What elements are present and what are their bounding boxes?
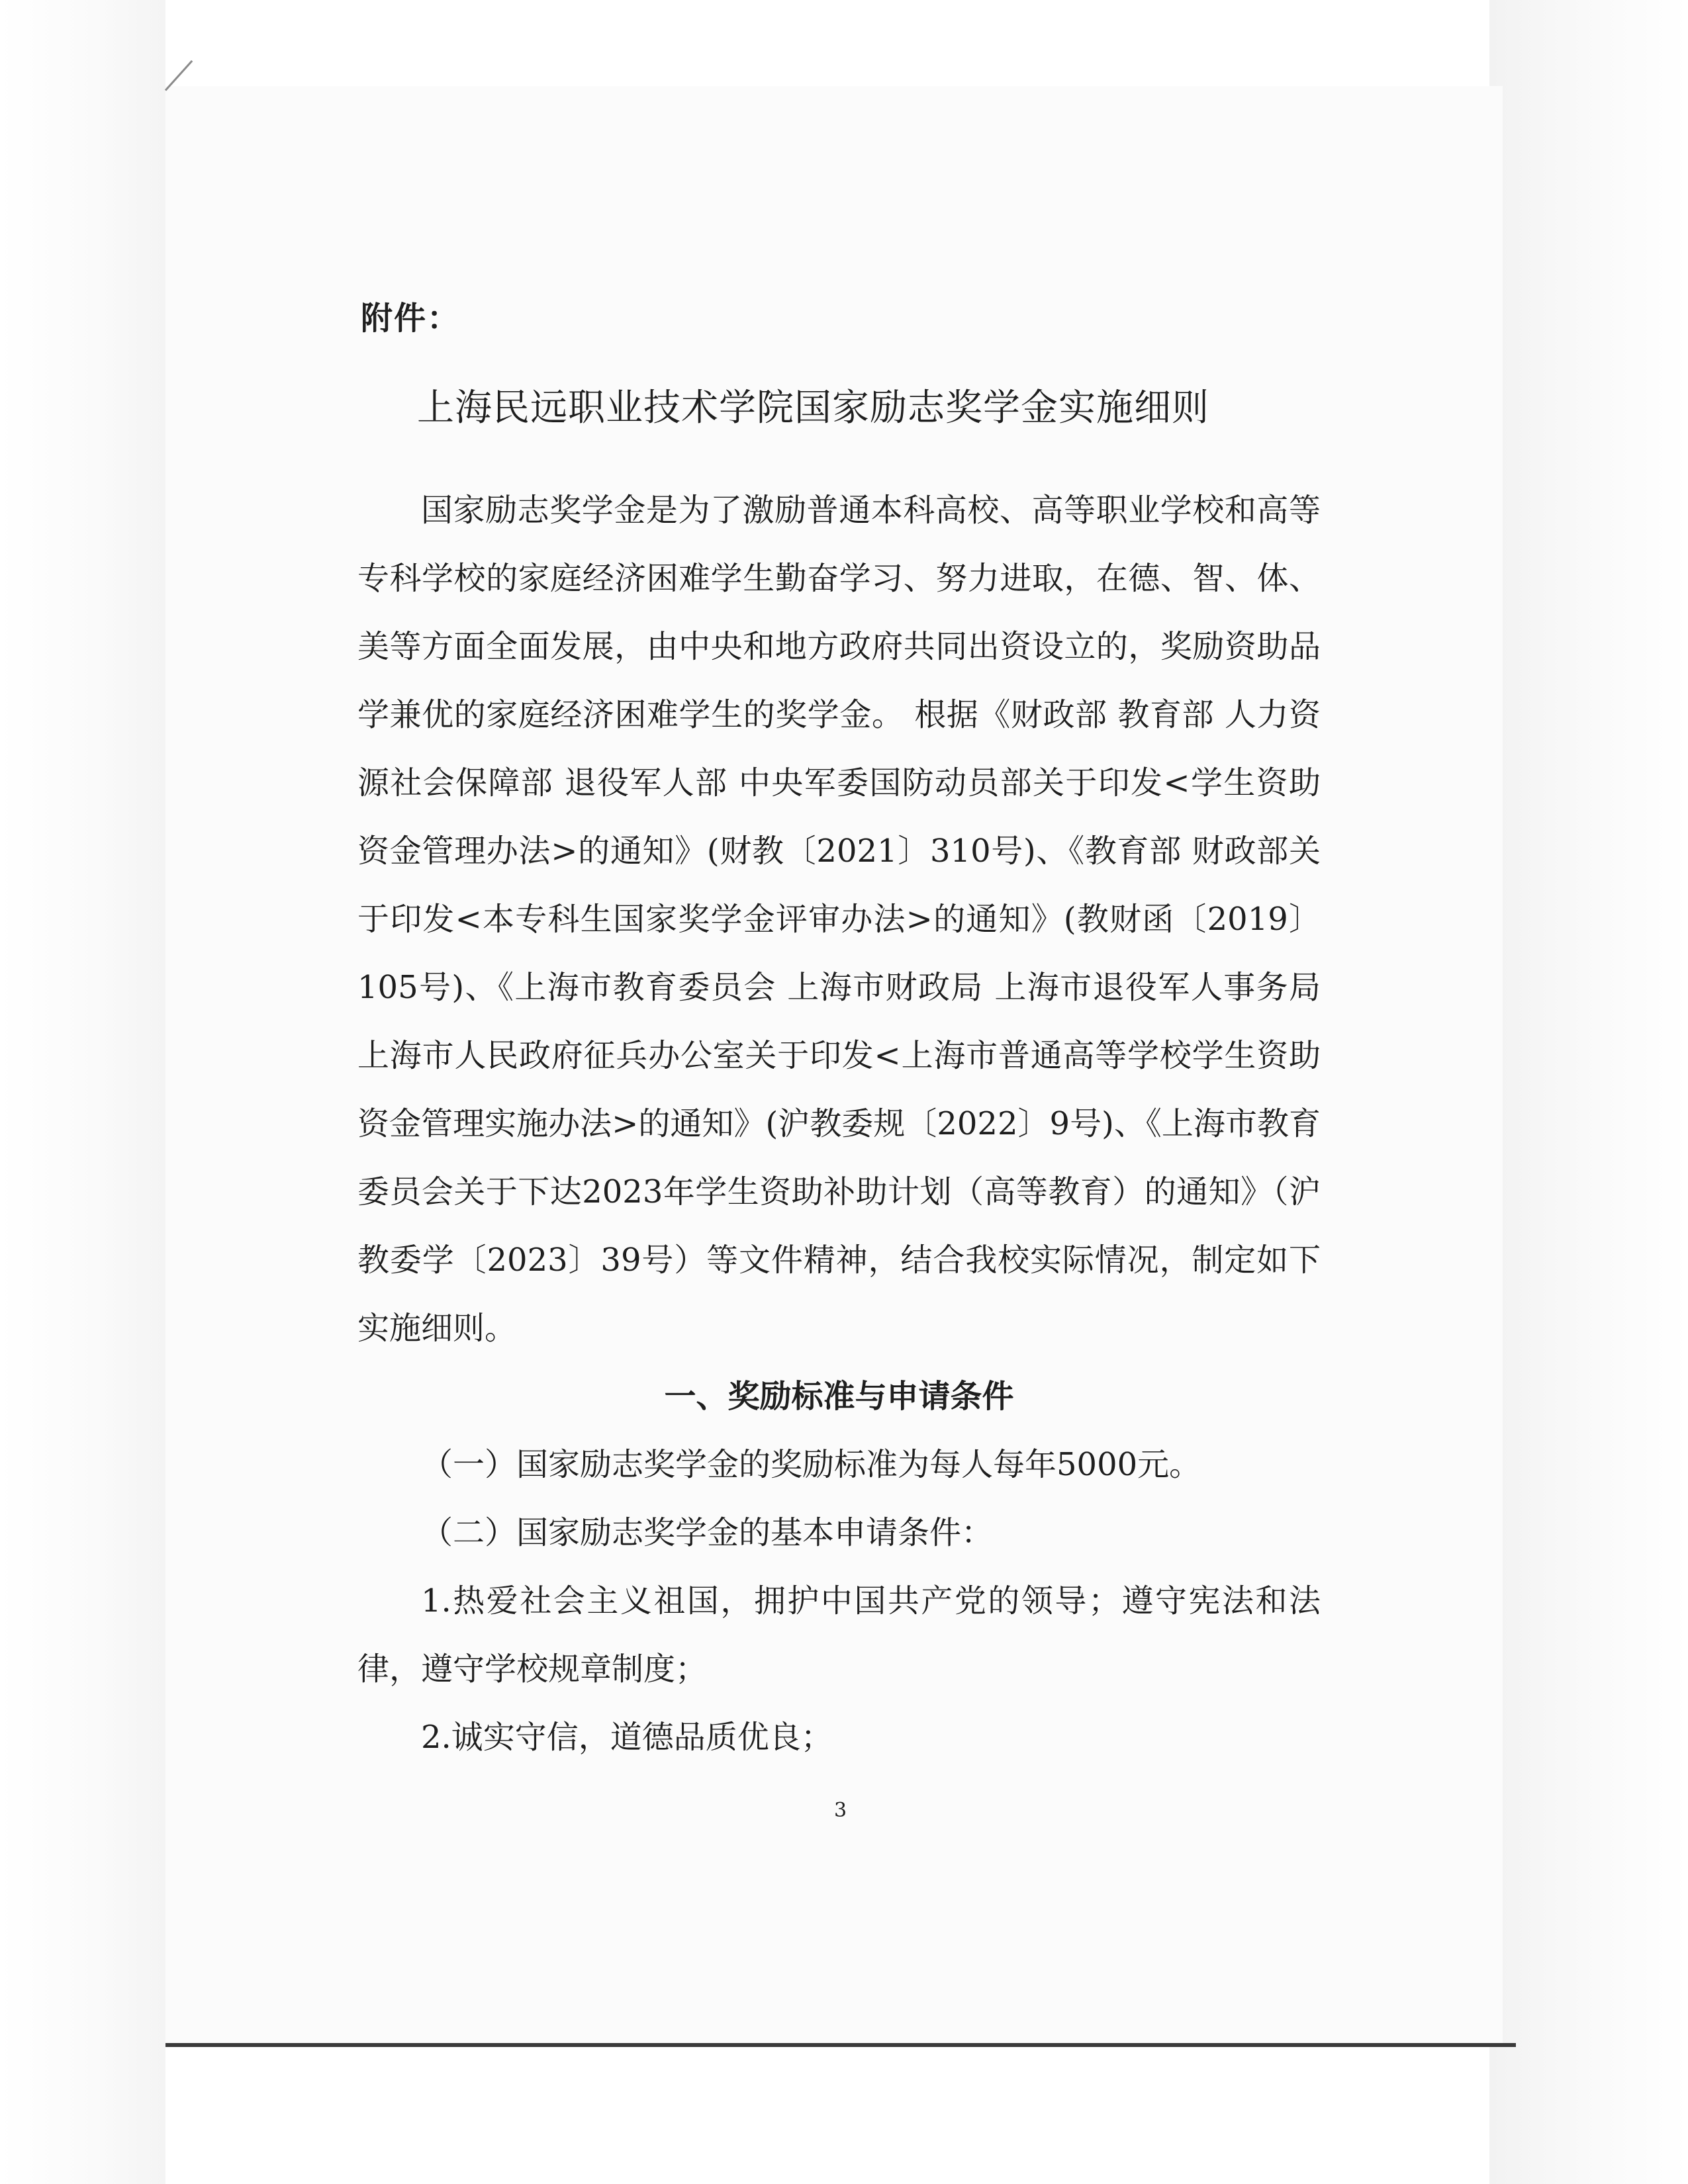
intro-paragraph: 国家励志奖学金是为了激励普通本科高校、高等职业学校和高等专科学校的家庭经济困难学生勤奋学习、努力进取，在德、智、体、美等方面全面发展，由中央和地方政府共同出资设立的，奖励资助品学兼优的家庭经济困难学生的奖学金。 根据《财政部 教育部 人力资源社会保障部 退役军人部 中央军委国防动员部关于印发<学生资助资金管理办法>的通知》(财教〔2021〕310号)、《教育部 财政部关于印发<本专科生国家奖学金评审办法>的通知》(教财函〔2019〕105号)、《上海市教育委员会 上海市财政局 上海市退役军人事务局 上海市人民政府征兵办公室关于印发<上海市普通高等学校学生资助资金管理实施办法>的通知》(沪教委规〔2022〕9号)、《上海市教育委员会关于下达2023年学生资助补助计划（高等教育）的通知》（沪教委学〔2023〕39号）等文件精神，结合我校实际情况，制定如下实施细则。 [357, 492, 1321, 1347]
item-basic-conditions: （二）国家励志奖学金的基本申请条件： [421, 1514, 994, 1551]
page-number: 3 [834, 1799, 847, 1822]
scan-background-right [1489, 0, 1688, 2184]
condition-1: 1.热爱社会主义祖国，拥护中国共产党的领导；遵守宪法和法律，遵守学校规章制度； [357, 1582, 1321, 1688]
attachment-label: 附件： [361, 300, 461, 337]
page-bottom-edge [165, 2043, 1516, 2047]
condition-2: 2.诚实守信，道德品质优良； [421, 1719, 833, 1756]
section-heading: 一、奖励标准与申请条件 [664, 1378, 1014, 1415]
document-body [357, 477, 1321, 1772]
document-title: 上海民远职业技术学院国家励志奖学金实施细则 [417, 387, 1209, 430]
scan-background-left [0, 0, 165, 2184]
item-award-standard: （一）国家励志奖学金的奖励标准为每人每年5000元。 [421, 1446, 1201, 1483]
